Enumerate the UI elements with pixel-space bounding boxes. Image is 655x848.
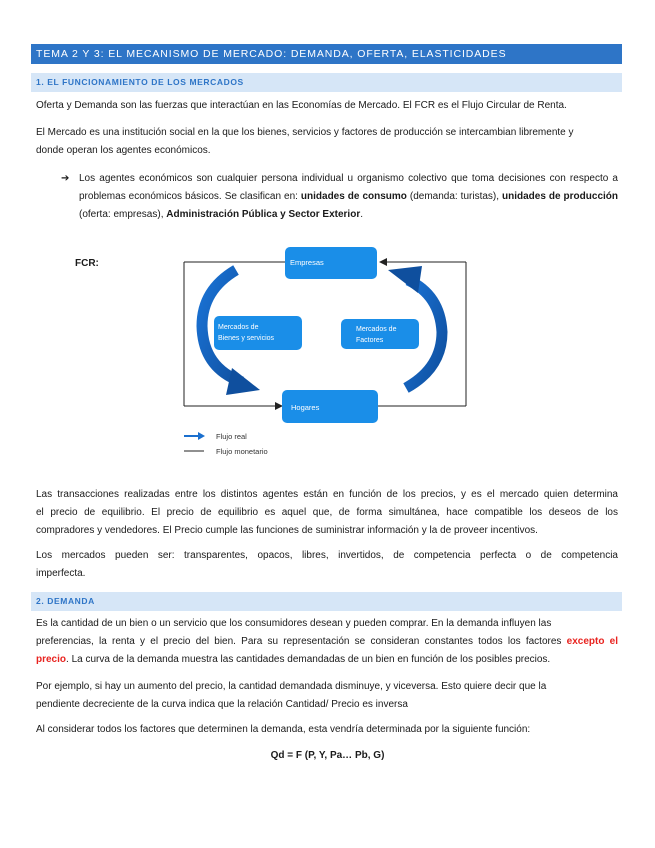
- bullet-bold-administracion: Administración Pública y Sector Exterior: [166, 209, 361, 220]
- fcr-label: FCR:: [75, 258, 99, 269]
- excepto-el-highlight: excepto el: [566, 636, 618, 647]
- paragraph-demanda-definicion: [36, 615, 618, 669]
- paragraph-text: preferencias, la renta y el precio del bien. Para su representación se consideran constantes todos los factores: [36, 636, 567, 647]
- bullet-text: (demanda: turistas),: [406, 191, 503, 202]
- paragraph-line: Los mercados pueden ser: transparentes, opacos, libres, invertidos, de competencia perfecta o de competencia: [36, 550, 618, 561]
- fcr-diagram: [170, 240, 480, 465]
- bullet-agentes: [79, 170, 618, 224]
- section-heading-1-text: 1. EL FUNCIONAMIENTO DE LOS MERCADOS: [36, 77, 244, 87]
- bullet-bold-unidades-consumo: unidades de consumo: [300, 191, 407, 202]
- paragraph-line: donde operan los agentes económicos.: [36, 145, 211, 156]
- bullet-bold-unidades-produccion: unidades de producción: [502, 191, 618, 202]
- paragraph-line: El Mercado es una institución social en la que los bienes, servicios y factores de producción se intercambian libremente y: [36, 127, 574, 138]
- paragraph-line: Al considerar todos los factores que determinen la demanda, esta vendría determinada por la siguiente función:: [36, 724, 531, 735]
- legend-monetary-flow-label: Flujo monetario: [216, 447, 268, 456]
- document-title: TEMA 2 Y 3: EL MECANISMO DE MERCADO: DEMANDA, OFERTA, ELASTICIDADES: [36, 48, 507, 60]
- paragraph-line: Oferta y Demanda son las fuerzas que interactúan en las Economías de Mercado. El FCR es el Flujo Circular de Renta.: [36, 100, 567, 111]
- paragraph-line: [36, 633, 618, 651]
- mercados-bienes-label: Bienes y servicios: [218, 335, 275, 342]
- paragraph-mercado: [36, 124, 618, 160]
- section-heading-2-text: 2. DEMANDA: [36, 596, 95, 606]
- paragraph-tipos-mercados: [36, 547, 618, 583]
- mercados-factores-label: Mercados de: [356, 326, 397, 333]
- hogares-label: Hogares: [291, 403, 320, 412]
- precio-highlight: precio: [36, 654, 67, 665]
- legend-real-flow-icon: [184, 432, 205, 440]
- paragraph-line: imperfecta.: [36, 568, 86, 579]
- paragraph-oferta-demanda: [36, 97, 618, 115]
- paragraph-text: . La curva de la demanda muestra las cantidades demandadas de un bien en función de los posibles precios.: [66, 654, 551, 665]
- mercados-bienes-box: [214, 316, 302, 350]
- paragraph-ejemplo: [36, 678, 618, 714]
- document-title-bar: [31, 44, 622, 64]
- mercados-factores-box: [341, 319, 419, 349]
- paragraph-line: [36, 651, 618, 669]
- demand-function-formula: Qd = F (P, Y, Pa… Pb, G): [270, 750, 385, 761]
- paragraph-line: Las transacciones realizadas entre los distintos agentes están en función de los precios, y es el mercado quien determina: [36, 489, 618, 500]
- legend-real-flow-label: Flujo real: [216, 432, 247, 441]
- bullet-text: (oferta: empresas),: [79, 209, 167, 220]
- mercados-factores-label: Factores: [356, 337, 384, 344]
- paragraph-line: Por ejemplo, si hay un aumento del precio, la cantidad demandada disminuye, y viceversa. Esto quiere decir que la: [36, 681, 547, 692]
- paragraph-line: pendiente decreciente de la curva indica que la relación Cantidad/ Precio es inversa: [36, 699, 408, 710]
- paragraph-funcion-intro: [36, 721, 618, 739]
- paragraph-line: compradores y vendedores. El Precio cumple las funciones de suministrar información y la de proveer incentivos.: [36, 525, 538, 536]
- section-heading-1: [31, 73, 622, 92]
- bullet-text: .: [360, 209, 363, 220]
- mercados-bienes-label: Mercados de: [218, 324, 259, 331]
- bullet-text: Los agentes económicos son cualquier persona individual u organismo colectivo que toma decisiones con respecto a problemas económicos básicos. Se clasifican en:: [79, 173, 618, 202]
- section-heading-2: [31, 592, 622, 611]
- paragraph-line: Es la cantidad de un bien o un servicio que los consumidores desean y pueden comprar. En la demanda influyen las: [36, 618, 552, 629]
- empresas-label: Empresas: [290, 258, 324, 267]
- paragraph-transacciones: [36, 486, 618, 540]
- paragraph-line: el precio de equilibrio. El precio de equilibrio es aquel que, de forma simultánea, hace compatible los deseos de los: [36, 507, 618, 518]
- arrow-bullet-icon: ➔: [61, 173, 70, 184]
- diagram-legend: [184, 432, 268, 456]
